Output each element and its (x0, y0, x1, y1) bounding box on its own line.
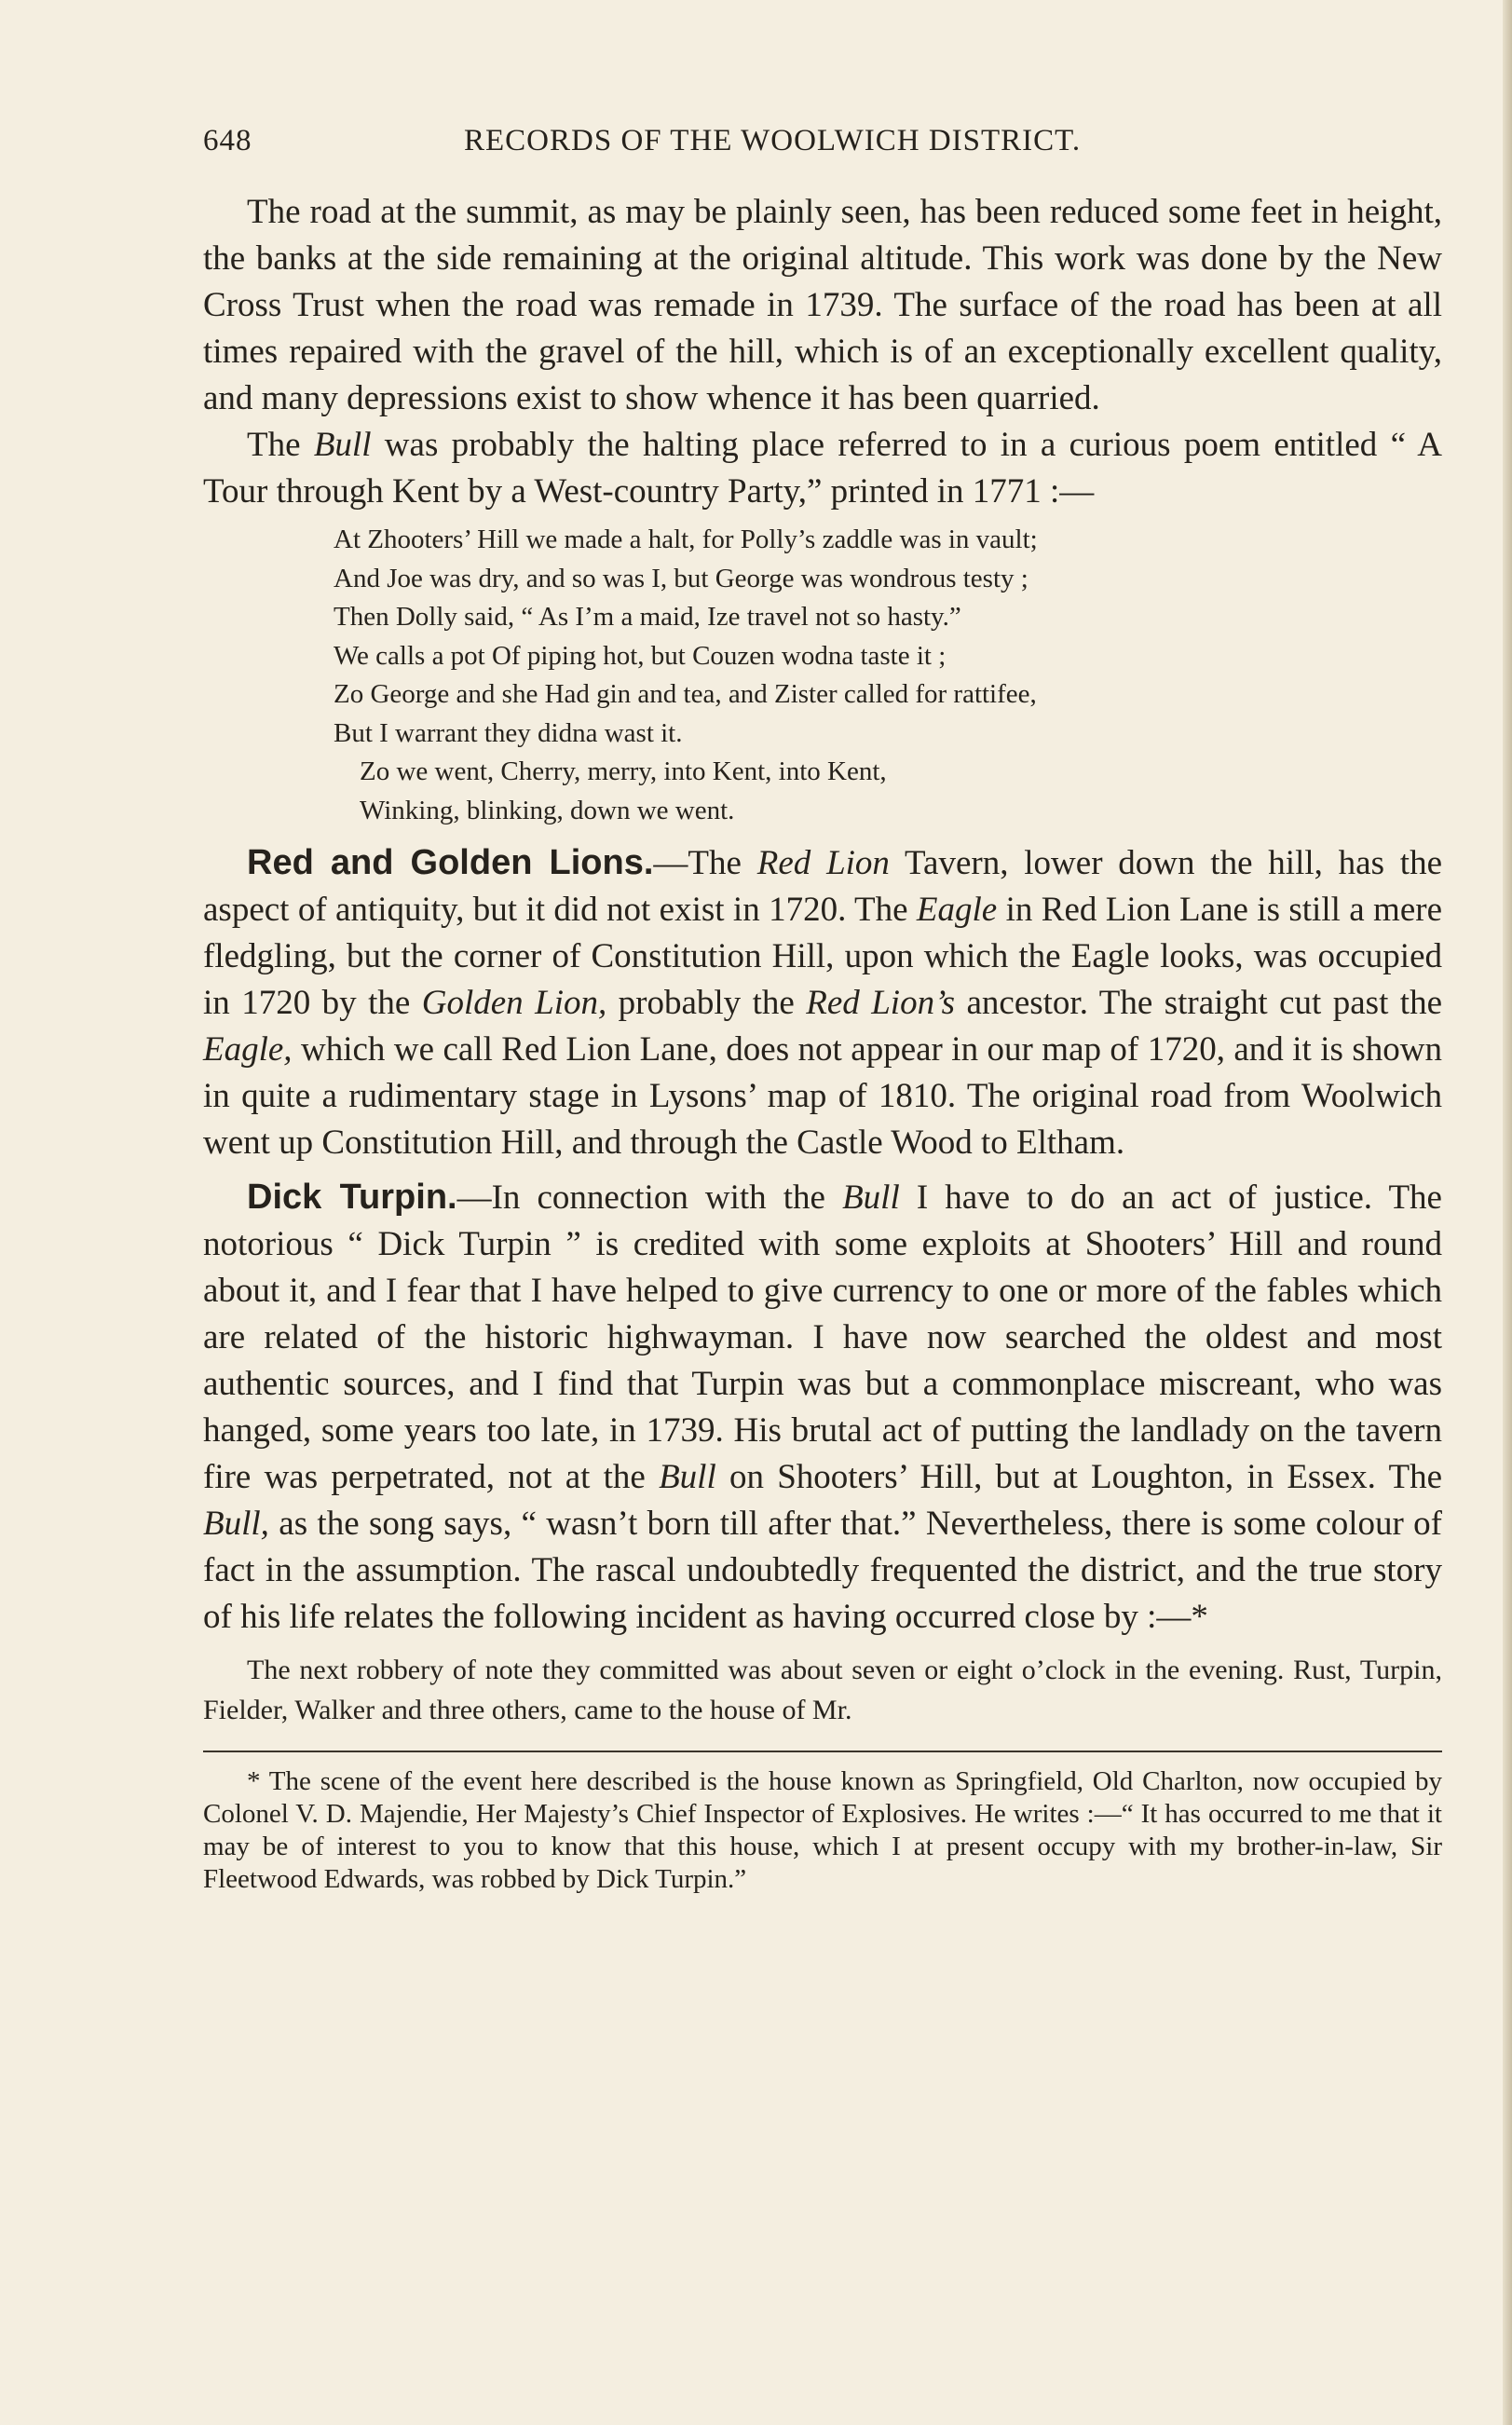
running-header (203, 116, 1442, 172)
quoted-extract: The next robbery of note they committed was about seven or eight o’clock in the evening. Rust, Turpin, Fielder, Walker and three others, came to the house of Mr. (203, 1655, 1442, 1725)
footnote-divider (203, 1751, 1442, 1752)
verse-line: At Zhooters’ Hill we made a halt, for Polly’s zaddle was in vault; (334, 525, 1038, 554)
verse-line: Zo we went, Cherry, merry, into Kent, into Kent, (360, 756, 887, 786)
text-run: I have to do an act of justice. The notorious “ Dick Turpin ” is credited with some exploits at Shooters’ Hill and round about it, and I fear that I have helped to give currency to one or more of the fables which are related of the historic highwayman. I have now searched the oldest and most authentic sources, and I find that Turpin was but a commonplace miscreant, who was hanged, some years too late, in 1739. His brutal act of putting the landlady on the tavern fire was perpetrated, not at the (203, 1178, 1442, 1496)
verse-line: We calls a pot Of piping hot, but Couzen wodna taste it ; (334, 640, 947, 671)
italic-text: Eagle, (203, 1030, 293, 1069)
section-heading: Red and Golden Lions. (247, 843, 654, 882)
section-heading: Dick Turpin. (247, 1178, 457, 1217)
text-run: The (247, 426, 314, 464)
book-page (203, 116, 1442, 1896)
paragraph-road-summit: The road at the summit, as may be plainly seen, has been reduced some feet in height, the banks at the side remaining at the original altitude. This work was done by the New Cross Trust when the road was remade in 1739. The surface of the road has been at all times repaired with the gravel of the hill, which is of an exceptionally excellent quality, and many depressions exist to show whence it has been quarried. (203, 193, 1442, 417)
page-number: 648 (203, 124, 252, 157)
text-run: in Red Lion Lane is still a mere fledgling, but the corner of Constitution Hill, upon which the Eagle looks, was occupied in 1720 by the (203, 891, 1442, 1022)
verse-line: Zo George and she Had gin and tea, and Zister called for rattifee, (334, 679, 1037, 709)
verse-line: Winking, blinking, down we went. (360, 795, 735, 825)
paragraph-bull-poem (203, 422, 1442, 515)
verse-line: Then Dolly said, “ As I’m a maid, Ize travel not so hasty.” (334, 602, 961, 632)
text-run: as the song says, “ wasn’t born till after that.” Nevertheless, there is some colour of fact in the assumption. The rascal undoubtedly frequented the district, and the true story of his life relates the following incident as having occurred close by :—* (203, 1505, 1442, 1636)
text-run: probably the (606, 984, 807, 1022)
italic-text: Red Lion (756, 844, 890, 882)
text-run: was probably the halting place referred to in a curious poem entitled “ A Tour through Kent by a West-country Party,” printed in 1771 :— (203, 426, 1442, 511)
verse-line: And Joe was dry, and so was I, but George was wondrous testy ; (334, 563, 1028, 593)
italic-text: Eagle (916, 891, 998, 929)
italic-text: Bull (659, 1458, 716, 1496)
text-run: which we call Red Lion Lane, does not appear in our map of 1720, and it is shown in quite a rudimentary stage in Lysons’ map of 1810. The original road from Woolwich went up Constitution Hill, and through the Castle Wood to Eltham. (203, 1030, 1442, 1162)
text-run: Tavern, lower down the hill, has the aspect of antiquity, but it did not exist in 1720. The (203, 844, 1442, 929)
footnote: * The scene of the event here described is the house known as Springfield, Old Charlton, now occupied by Colonel V. D. Majendie, Her Majesty’s Chief Inspector of Explosives. He writes :—“ It has occurred to me that it may be of interest to you to know that this house, which I at present occupy with my brother-in-law, Sir Fleetwood Edwards, was robbed by Dick Turpin.” (203, 1766, 1442, 1894)
text-run: ancestor. The straight cut past the (955, 984, 1442, 1022)
section-dick-turpin (203, 1174, 1442, 1641)
italic-text: Golden Lion, (421, 984, 607, 1022)
text-run: —In connection with the (456, 1178, 843, 1217)
italic-text: Bull, (203, 1505, 269, 1543)
italic-text: Red Lion’s (806, 984, 956, 1022)
text-run: —The (653, 844, 757, 882)
page-edge (1503, 0, 1512, 2425)
section-red-golden-lions (203, 839, 1442, 1166)
italic-text: Bull (842, 1178, 900, 1217)
italic-bull: Bull (313, 426, 372, 464)
text-run: on Shooters’ Hill, but at Loughton, in Essex. The (715, 1458, 1442, 1496)
poem-verse (334, 521, 1442, 830)
verse-line: But I warrant they didna wast it. (334, 717, 683, 748)
running-title: RECORDS OF THE WOOLWICH DISTRICT. (464, 124, 1082, 157)
